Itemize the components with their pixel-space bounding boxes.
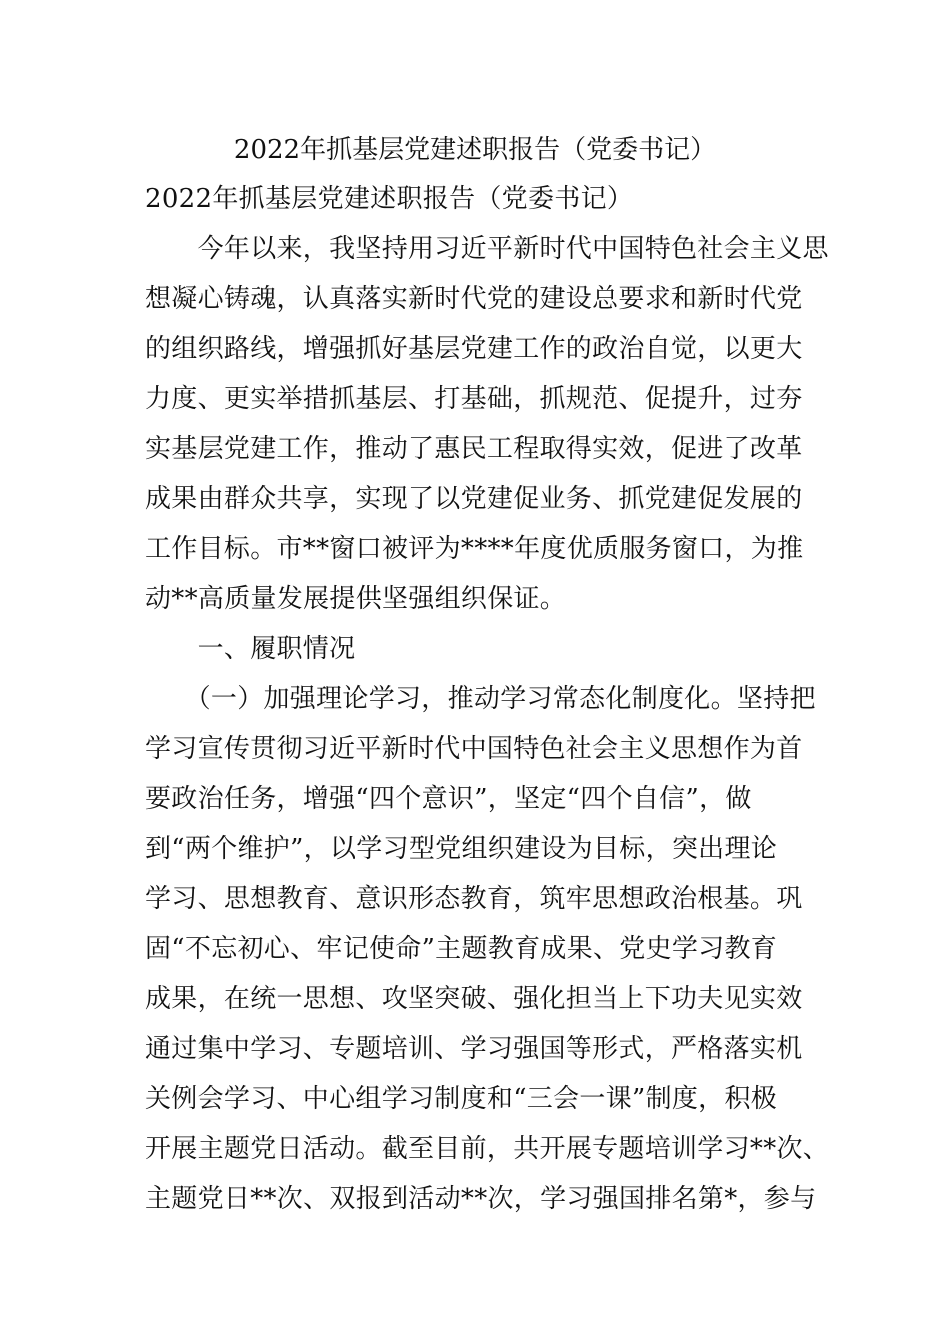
body-line: 动**高质量发展提供坚强组织保证。 [145,584,567,614]
body-line: 学习宣传贯彻习近平新时代中国特色社会主义思想作为首 [145,734,803,764]
body-line: 的组织路线，增强抓好基层党建工作的政治自觉，以更大 [145,334,803,364]
document-title: 2022年抓基层党建述职报告（党委书记） [233,135,717,165]
body-line: 主题党日**次、双报到活动**次，学习强国排名第*，参与 [145,1184,817,1214]
document-subtitle: 2022年抓基层党建述职报告（党委书记） [145,184,634,214]
body-line: 力度、更实举措抓基层、打基础，抓规范、促提升，过夯 [145,384,803,414]
body-line: 关例会学习、中心组学习制度和“三会一课”制度，积极 [145,1084,778,1114]
body-line: 今年以来，我坚持用习近平新时代中国特色社会主义思 [145,234,829,264]
body-line: 到“两个维护”，以学习型党组织建设为目标，突出理论 [145,834,778,864]
body-line: 成果由群众共享，实现了以党建促业务、抓党建促发展的 [145,484,803,514]
body-line: 学习、思想教育、意识形态教育，筑牢思想政治根基。巩 [145,884,803,914]
body-line: 实基层党建工作，推动了惠民工程取得实效，促进了改革 [145,434,803,464]
body-line: 工作目标。市**窗口被评为****年度优质服务窗口，为推 [145,534,804,564]
body-line: 要政治任务，增强“四个意识”，坚定“四个自信”，做 [145,784,752,814]
body-line: 想凝心铸魂，认真落实新时代党的建设总要求和新时代党 [145,284,803,314]
body-line: 开展主题党日活动。截至目前，共开展专题培训学习**次、 [145,1134,830,1164]
body-line: （一）加强理论学习，推动学习常态化制度化。坚持把 [145,684,816,714]
body-line: 成果，在统一思想、攻坚突破、强化担当上下功夫见实效 [145,984,803,1014]
body-line: 固“不忘初心、牢记使命”主题教育成果、党史学习教育 [145,934,778,964]
section-heading: 一、履职情况 [145,634,356,664]
body-line: 通过集中学习、专题培训、学习强国等形式，严格落实机 [145,1034,803,1064]
